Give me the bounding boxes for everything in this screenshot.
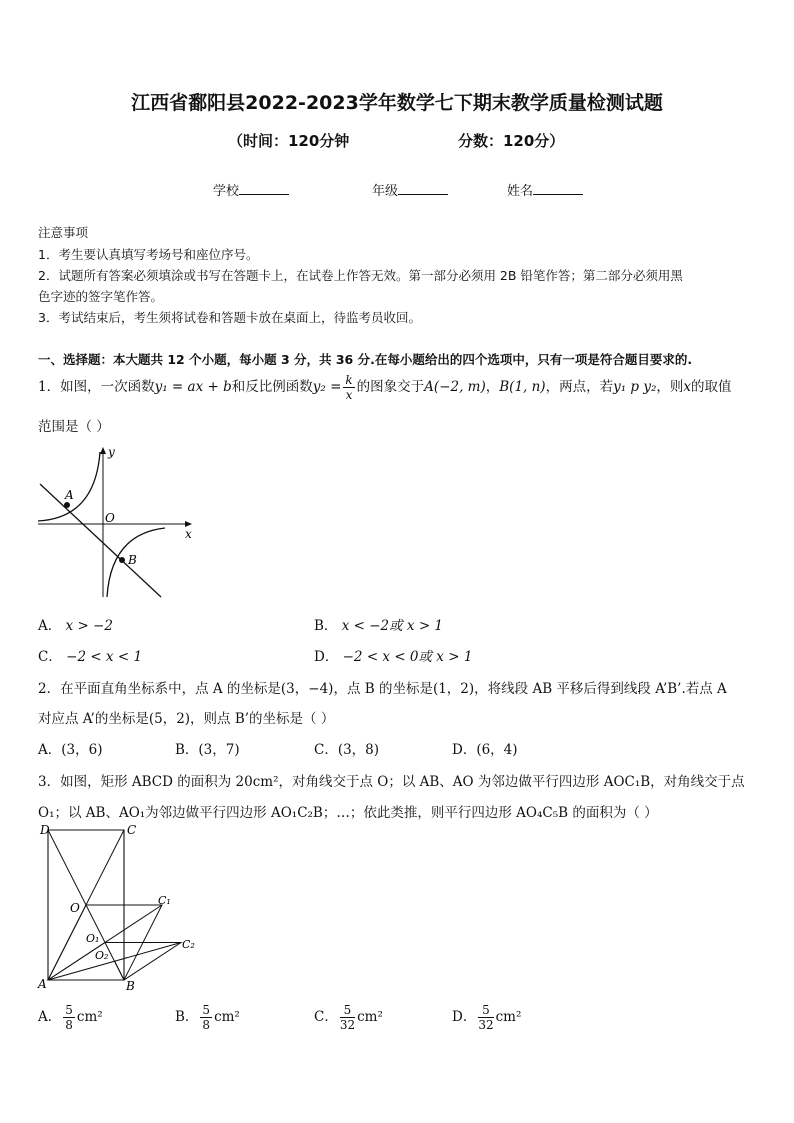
option-fraction: [63, 1003, 75, 1032]
q1-text: ，则: [656, 379, 684, 395]
x-axis-label: x: [185, 527, 192, 541]
option-unit: cm²: [76, 1009, 103, 1025]
q2-option-a[interactable]: A．(3，6): [38, 742, 103, 758]
q1-text: 1．如图，一次函数: [38, 379, 155, 395]
option-fraction: [478, 1003, 493, 1032]
name-field: [507, 180, 583, 199]
point-a-label: A: [38, 977, 47, 991]
origin-label: O: [105, 511, 115, 525]
school-field: [213, 180, 289, 199]
q1-option-c[interactable]: [38, 645, 142, 665]
q1-text: 的图象交于: [356, 379, 425, 395]
fraction-denominator: 8: [202, 1018, 211, 1032]
q1-variable: x: [683, 379, 692, 395]
fraction-denominator: 32: [339, 1018, 356, 1032]
option-unit: cm²: [357, 1009, 383, 1025]
q2-option-d[interactable]: D．(6，4): [452, 742, 518, 758]
question-3-line-2: O₁；以 AB、AO₁为邻边做平行四边形 AO₁C₂B；…；依此类推，则平行四边形 AO₄C₅B 的面积为（ ）: [38, 805, 658, 821]
q1-fraction: [343, 373, 354, 402]
school-label: 学校: [213, 184, 240, 199]
school-blank[interactable]: [239, 182, 289, 195]
section-heading: 一、选择题：本大题共 12 个小题，每小题 3 分，共 36 分.在每小题给出的四个选项中，只有一项是符合题目要求的.: [38, 352, 693, 367]
fraction-denominator: x: [345, 388, 353, 402]
name-blank[interactable]: [533, 182, 583, 195]
option-label: B．: [175, 1009, 199, 1025]
option-text: x < −2或 x > 1: [341, 618, 444, 634]
note-item: 3．考试结束后，考生须将试卷和答题卡放在桌面上，待监考员收回。: [38, 310, 421, 325]
fraction-numerator: 5: [478, 1003, 493, 1018]
fraction-denominator: 32: [478, 1018, 494, 1032]
option-unit: cm²: [214, 1009, 240, 1025]
fraction-numerator: k: [345, 373, 353, 387]
option-label: C．: [38, 649, 62, 665]
grade-blank[interactable]: [398, 182, 448, 195]
q1-point-a: A(−2, m): [424, 379, 486, 395]
question-2-line-2: 对应点 A’的坐标是(5，2)，则点 B’的坐标是（ ）: [38, 711, 335, 727]
q2-option-b[interactable]: B．(3，7): [175, 742, 240, 758]
option-fraction: [200, 1003, 212, 1032]
fraction-denominator: 8: [65, 1018, 73, 1032]
point-c1-label: C₁: [158, 894, 171, 907]
option-fraction: [340, 1003, 355, 1032]
point-a-dot: [64, 502, 70, 508]
point-c-label: C: [127, 823, 137, 837]
question-3-line-1: 3．如图，矩形 ABCD 的面积为 20cm²，对角线交于点 O；以 AB、AO 为邻边做平行四边形 AOC₁B，对角线交于点: [38, 774, 745, 790]
q1-option-a[interactable]: [38, 614, 113, 634]
note-item: 1．考生要认真填写考场号和座位序号。: [38, 247, 259, 262]
q1-function-graph: [35, 442, 200, 604]
note-item: 色字迹的签字笔作答。: [38, 289, 164, 304]
point-a-label: A: [65, 488, 74, 502]
point-o2-label: O₂: [95, 949, 109, 962]
q1-option-b[interactable]: [314, 614, 443, 634]
option-text: −2 < x < 1: [66, 649, 143, 665]
notes-heading: 注意事项: [38, 225, 89, 240]
exam-score: 分数：120分）: [458, 132, 565, 150]
q3-option-b[interactable]: [175, 1003, 240, 1032]
question-1-line-2: 范围是（ ）: [38, 419, 110, 435]
linear-function-line: [40, 484, 161, 597]
point-d-label: D: [40, 823, 50, 837]
fraction-numerator: 5: [202, 1003, 211, 1017]
point-b-dot: [119, 557, 125, 563]
grade-field: [372, 180, 448, 199]
y-axis-label: y: [108, 445, 115, 459]
point-c2-label: C₂: [182, 938, 195, 951]
option-text: −2 < x < 0或 x > 1: [342, 649, 473, 665]
y-axis-arrow-icon: [100, 447, 106, 454]
page-title: 江西省鄱阳县2022-2023学年数学七下期末教学质量检测试题: [131, 92, 663, 114]
option-label: B．: [314, 618, 338, 634]
q1-text: 的取值: [691, 379, 732, 395]
name-label: 姓名: [507, 184, 534, 199]
option-label: C．: [314, 1009, 338, 1025]
q1-text: ，: [485, 379, 500, 395]
q3-option-c[interactable]: [314, 1003, 383, 1032]
note-item: 2．试题所有答案必须填涂或书写在答题卡上，在试卷上作答无效。第一部分必须用 2B 铅笔作答；第二部分必须用黑: [38, 268, 683, 283]
q1-point-b: B(1, n): [499, 379, 546, 395]
q1-formula-linear: y₁ = ax + b: [154, 379, 232, 395]
point-o1-label: O₁: [86, 932, 100, 945]
option-label: A．: [38, 618, 62, 634]
question-2-line-1: 2．在平面直角坐标系中，点 A 的坐标是(3，−4)，点 B 的坐标是(1，2)，将线段 AB 平移后得到线段 A’B’.若点 A: [38, 681, 727, 697]
q3-option-a[interactable]: [38, 1003, 103, 1032]
option-text: x > −2: [65, 618, 113, 634]
q1-formula-inverse: y₂ =: [312, 379, 342, 395]
option-label: D．: [452, 1009, 477, 1025]
q3-option-d[interactable]: [452, 1003, 521, 1032]
fraction-numerator: 5: [65, 1003, 73, 1017]
exam-time: （时间：120分钟: [228, 132, 350, 150]
option-label: A．: [38, 1009, 62, 1025]
q1-text: 和反比例函数: [231, 379, 313, 395]
point-b-label: B: [126, 979, 135, 993]
grade-label: 年级: [372, 184, 399, 199]
segment-o2b: [115, 961, 125, 980]
question-1-line-1: [38, 372, 732, 402]
q3-rectangle-figure: [32, 822, 212, 994]
point-o-label: O: [70, 901, 80, 915]
option-label: D．: [314, 649, 339, 665]
q1-text: ，两点，若: [545, 379, 614, 395]
q1-condition: y₁ p y₂: [613, 379, 657, 395]
q2-option-c[interactable]: C．(3，8): [314, 742, 380, 758]
fraction-numerator: 5: [340, 1003, 355, 1018]
point-b-label: B: [128, 553, 137, 567]
q1-option-d[interactable]: [314, 645, 472, 665]
option-unit: cm²: [495, 1009, 522, 1025]
